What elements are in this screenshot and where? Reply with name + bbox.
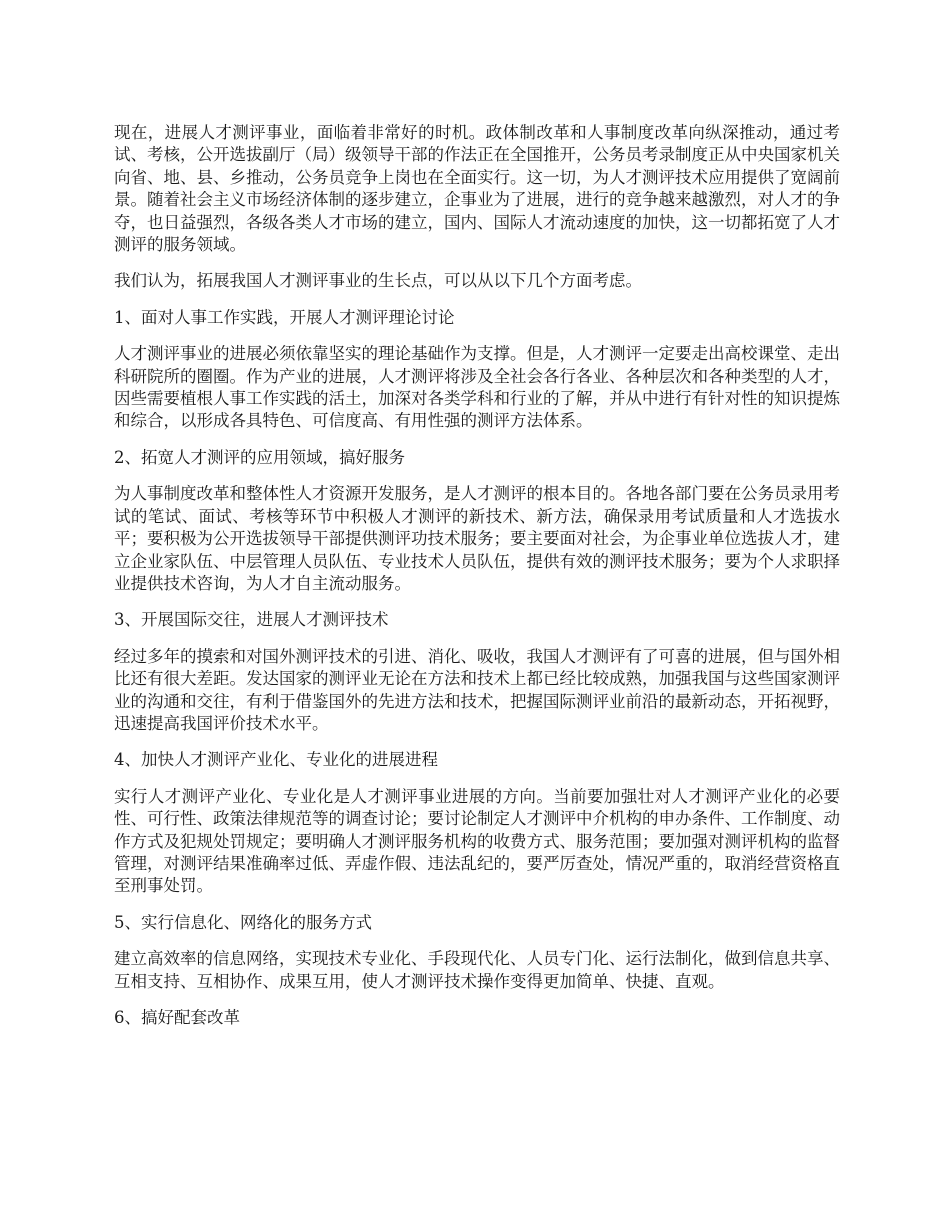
- section-heading-3: 3、开展国际交往，进展人才测评技术: [114, 610, 389, 630]
- section-heading-5: 5、实行信息化、网络化的服务方式: [114, 912, 372, 932]
- document-body: [114, 122, 840, 1043]
- section-heading-1: 1、面对人事工作实践，开展人才测评理论讨论: [114, 307, 455, 327]
- section-heading-2: 2、拓宽人才测评的应用领域，搞好服务: [114, 447, 405, 467]
- section-heading-6: 6、搞好配套改革: [114, 1008, 240, 1027]
- section-5-paragraph: 建立高效率的信息网络，实现技术专业化、手段现代化、人员专门化、运行法制化，做到信息共享、互相支持、互相协作、成果互用，使人才测评技术操作变得更加简单、快捷、直观。: [114, 949, 840, 991]
- section-3-paragraph: 经过多年的摸索和对国外测评技术的引进、消化、吸收，我国人才测评有了可喜的进展，但与国外相比还有很大差距。发达国家的测评业无论在方法和技术上都已经比较成熟，加强我国与这些国家测评业的沟通和交往，有利于借鉴国外的先进方法和技术，把握国际测评业前沿的最新动态，开拓视野，迅速提高我国评价技术水平。: [114, 646, 840, 733]
- section-2-paragraph: 为人事制度改革和整体性人才资源开发服务，是人才测评的根本目的。各地各部门要在公务员录用考试的笔试、面试、考核等环节中积极人才测评的新技术、新方法，确保录用考试质量和人才选拔水平；要积极为公开选拔领导干部提供测评功技术服务；要主要面对社会，为企事业单位选拔人才，建立企业家队伍、中层管理人员队伍、专业技术人员队伍，提供有效的测评技术服务；要为个人求职择业提供技术咨询，为人才自主流动服务。: [114, 484, 840, 593]
- intro-paragraph: 现在，进展人才测评事业，面临着非常好的时机。政体制改革和人事制度改革向纵深推动，通过考试、考核，公开选拔副厅（局）级领导干部的作法正在全国推开，公务员考录制度正从中央国家机关向省、地、县、乡推动，公务员竞争上岗也在全面实行。这一切，为人才测评技术应用提供了宽阔前景。随着社会主义市场经济体制的逐步建立，企事业为了进展，进行的竞争越来越激烈，对人才的争夺，也日益强烈，各级各类人才市场的建立，国内、国际人才流动速度的加快，这一切都拓宽了人才测评的服务领域。: [114, 123, 840, 255]
- section-4-paragraph: 实行人才测评产业化、专业化是人才测评事业进展的方向。当前要加强壮对人才测评产业化的必要性、可行性、政策法律规范等的调查讨论；要讨论制定人才测评中介机构的申办条件、工作制度、动作方式及犯规处罚规定；要明确人才测评服务机构的收费方式、服务范围；要加强对测评机构的监督管理，对测评结果准确率过低、弄虚作假、违法乱纪的，要严厉查处，情况严重的，取消经营资格直至刑事处罚。: [114, 786, 840, 896]
- section-1-paragraph: 人才测评事业的进展必须依靠坚实的理论基础作为支撑。但是，人才测评一定要走出高校课堂、走出科研院所的圈圈。作为产业的进展，人才测评将涉及全社会各行各业、各种层次和各种类型的人才，因些需要植根人事工作实践的活土，加深对各类学科和行业的了解，并从中进行有针对性的知识提炼和综合，以形成各具特色、可信度高、有用性强的测评方法体系。: [114, 344, 840, 431]
- section-heading-4: 4、加快人才测评产业化、专业化的进展进程: [114, 750, 438, 770]
- overview-paragraph: 我们认为，拓展我国人才测评事业的生长点，可以从以下几个方面考虑。: [114, 271, 642, 291]
